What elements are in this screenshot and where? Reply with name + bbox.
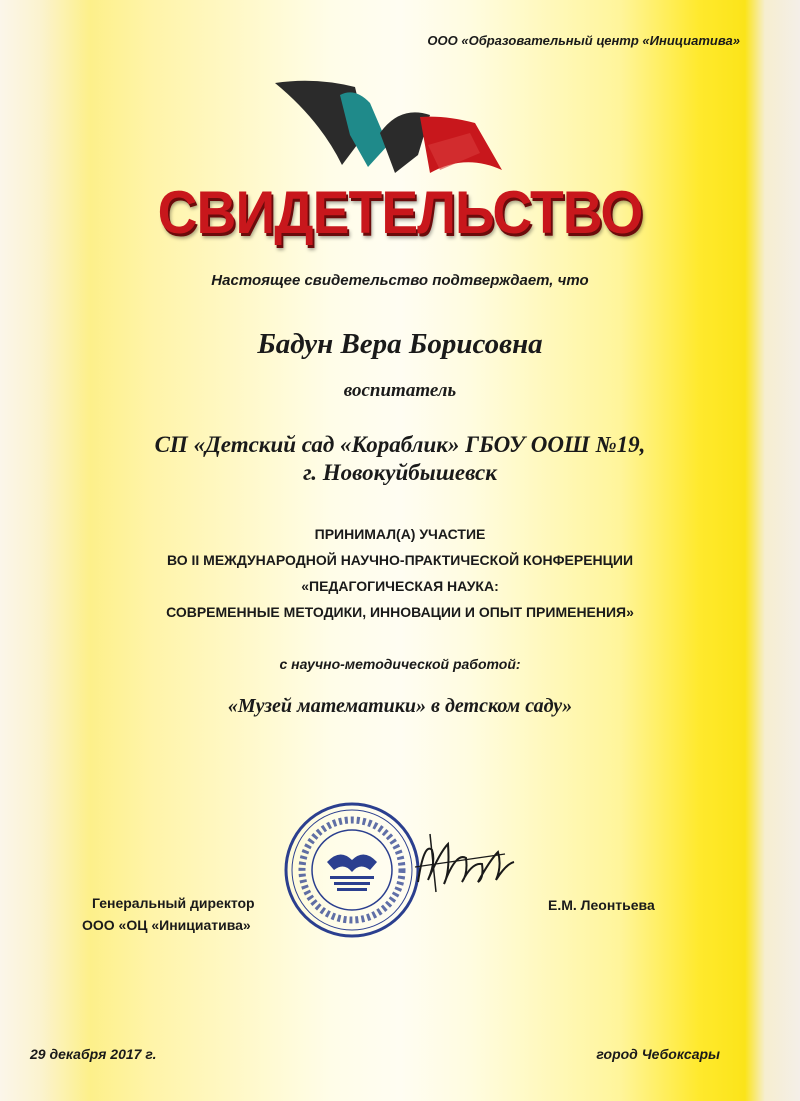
participation-line: «ПЕДАГОГИЧЕСКАЯ НАУКА: xyxy=(301,578,499,594)
director-title-line-2: ООО «ОЦ «Инициатива» xyxy=(82,917,251,933)
organization-header: ООО «Образовательный центр «Инициатива» xyxy=(427,33,740,48)
issue-city: город Чебоксары xyxy=(596,1046,720,1062)
recipient-name: Бадун Вера Борисовна xyxy=(257,328,543,360)
participation-line: ВО II МЕЖДУНАРОДНОЙ НАУЧНО-ПРАКТИЧЕСКОЙ КОНФЕРЕНЦИИ xyxy=(166,552,634,568)
work-title: «Музей математики» в детском саду» xyxy=(227,695,573,717)
institution-line-2: г. Новокуйбышевск xyxy=(303,460,497,485)
with-work-text: с научно-методической работой: xyxy=(279,656,521,672)
participation-line: СОВРЕМЕННЫЕ МЕТОДИКИ, ИННОВАЦИИ И ОПЫТ ПРИМЕНЕНИЯ» xyxy=(166,604,634,620)
book-wings-logo-icon xyxy=(270,75,510,185)
participation-line: ПРИНИМАЛ(А) УЧАСТИЕ xyxy=(314,526,486,542)
organization-seal-icon xyxy=(282,800,422,940)
signer-name: Е.М. Леонтьева xyxy=(548,897,655,913)
confirm-text: Настоящее свидетельство подтверждает, что xyxy=(211,272,589,289)
director-title-line-1: Генеральный директор xyxy=(92,895,255,911)
certificate-title: СВИДЕТЕЛЬСТВО xyxy=(157,179,643,246)
issue-date: 29 декабря 2017 г. xyxy=(30,1046,157,1062)
recipient-position: воспитатель xyxy=(343,380,457,401)
institution-line-1: СП «Детский сад «Кораблик» ГБОУ ООШ №19, xyxy=(154,432,646,457)
signature-icon xyxy=(410,822,520,902)
